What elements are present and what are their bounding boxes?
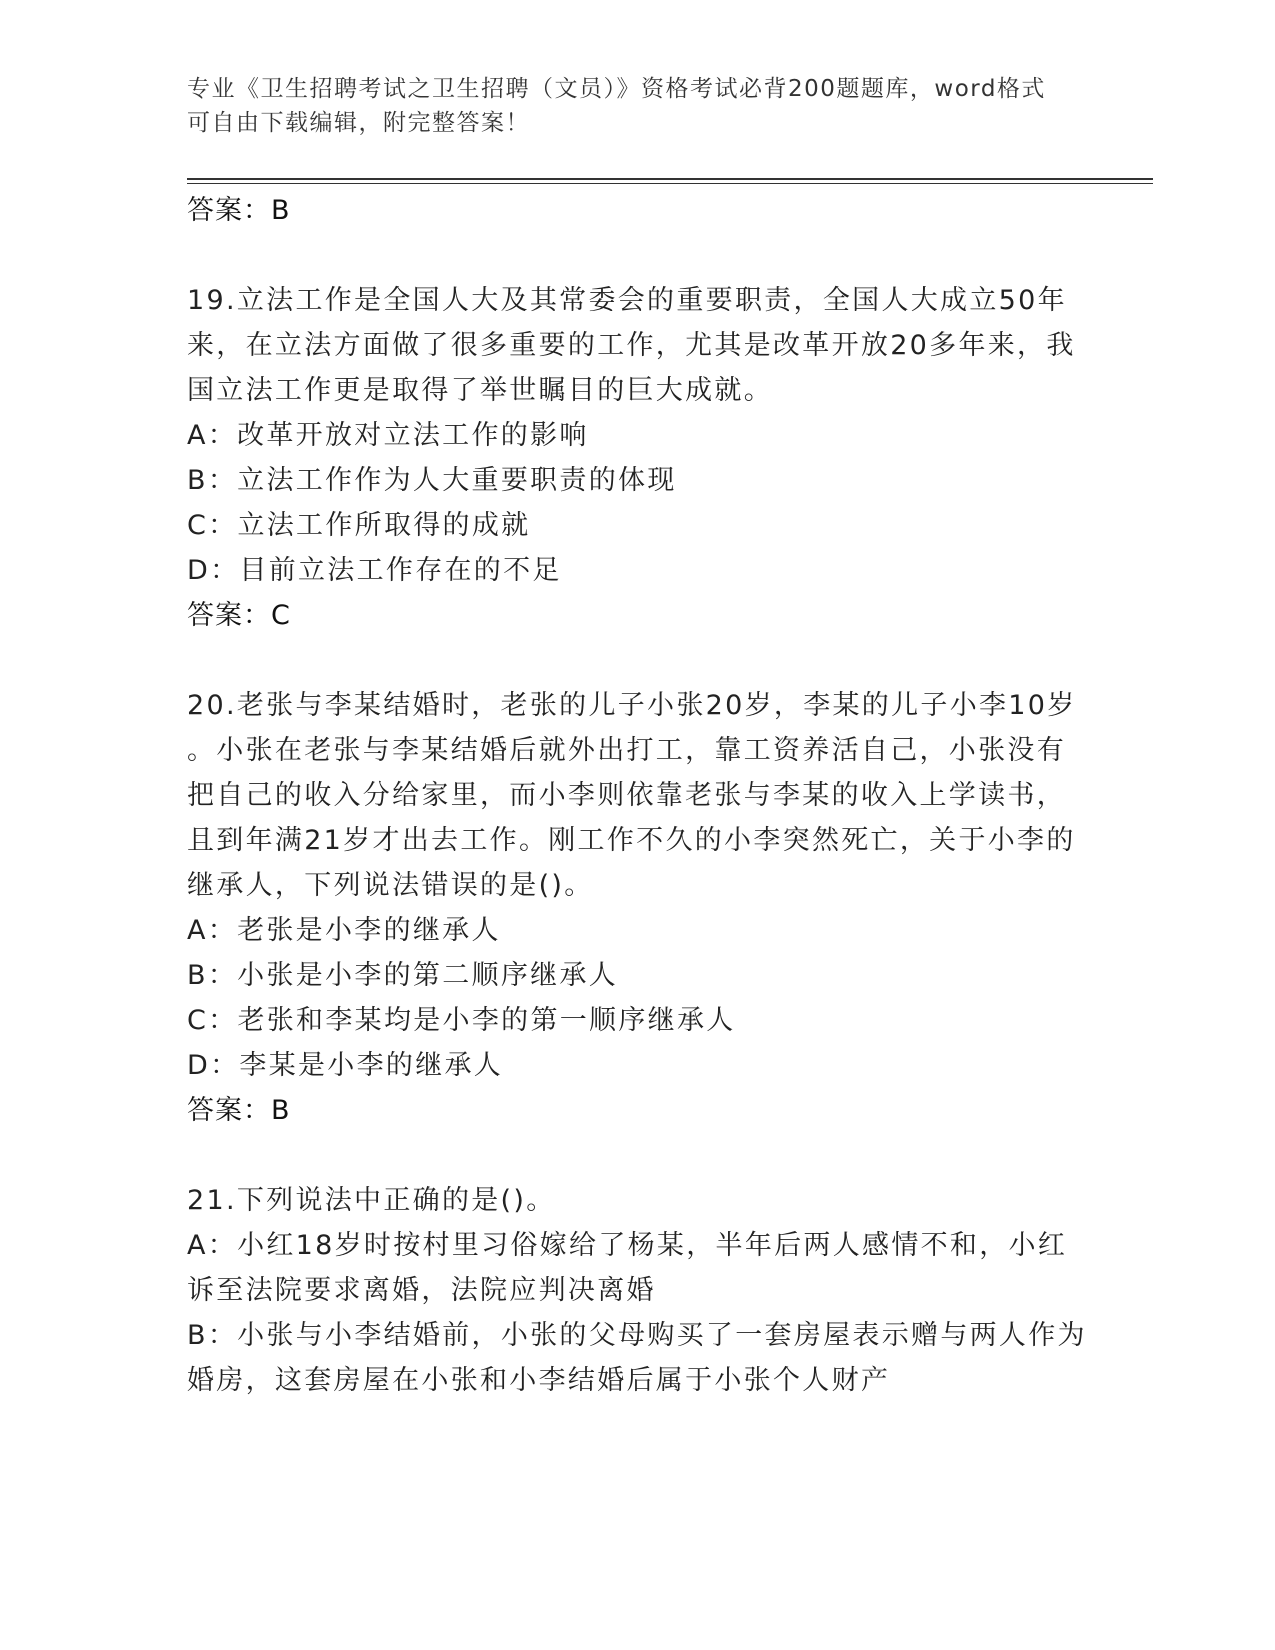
question-19-text-line: 19.立法工作是全国人大及其常委会的重要职责，全国人大成立50年 — [187, 285, 1067, 316]
question-20-option-d: D：李某是小李的继承人 — [187, 1050, 504, 1081]
header-title-line-2: 可自由下载编辑，附完整答案！ — [187, 110, 530, 136]
page-header — [187, 72, 1067, 140]
question-19-option-c: C：立法工作所取得的成就 — [187, 510, 531, 541]
answer-18: 答案：B — [187, 195, 291, 226]
question-20-text-line: 且到年满21岁才出去工作。刚工作不久的小李突然死亡，关于小李的 — [187, 825, 1076, 856]
spacer — [187, 638, 1087, 683]
answer-20: 答案：B — [187, 1095, 291, 1126]
question-21-option-a-continued: 诉至法院要求离婚，法院应判决离婚 — [187, 1275, 656, 1306]
question-19-text-line: 来，在立法方面做了很多重要的工作，尤其是改革开放20多年来，我 — [187, 330, 1076, 361]
question-20-text-line: 把自己的收入分给家里，而小李则依靠老张与李某的收入上学读书， — [187, 780, 1066, 811]
question-19-option-a: A：改革开放对立法工作的影响 — [187, 420, 589, 451]
question-19-option-b: B：立法工作作为人大重要职责的体现 — [187, 465, 677, 496]
answer-19: 答案：C — [187, 600, 291, 631]
question-20-text-line: 。小张在老张与李某结婚后就外出打工，靠工资养活自己，小张没有 — [187, 735, 1066, 766]
document-body — [187, 188, 1087, 1403]
header-divider-thin — [187, 183, 1153, 184]
header-divider-thick — [187, 178, 1153, 180]
question-21-text-line: 21.下列说法中正确的是()。 — [187, 1185, 556, 1216]
question-20-text-line: 20.老张与李某结婚时，老张的儿子小张20岁，李某的儿子小李10岁 — [187, 690, 1077, 721]
header-title-line-1: 专业《卫生招聘考试之卫生招聘（文员）》资格考试必背200题题库，word格式 — [187, 76, 1046, 102]
question-20-option-b: B：小张是小李的第二顺序继承人 — [187, 960, 619, 991]
question-21-option-a: A：小红18岁时按村里习俗嫁给了杨某，半年后两人感情不和，小红 — [187, 1230, 1068, 1261]
question-20-option-a: A：老张是小李的继承人 — [187, 915, 501, 946]
question-21-option-b-continued: 婚房，这套房屋在小张和小李结婚后属于小张个人财产 — [187, 1365, 891, 1396]
question-20-option-c: C：老张和李某均是小李的第一顺序继承人 — [187, 1005, 736, 1036]
question-20-text-line: 继承人，下列说法错误的是()。 — [187, 870, 594, 901]
question-21-option-b: B：小张与小李结婚前，小张的父母购买了一套房屋表示赠与两人作为 — [187, 1320, 1087, 1351]
question-20 — [187, 683, 1087, 1133]
question-19 — [187, 278, 1087, 638]
spacer — [187, 1133, 1087, 1178]
question-21 — [187, 1178, 1087, 1403]
question-19-text-line: 国立法工作更是取得了举世瞩目的巨大成就。 — [187, 375, 773, 406]
question-19-option-d: D：目前立法工作存在的不足 — [187, 555, 562, 586]
spacer — [187, 233, 1087, 278]
